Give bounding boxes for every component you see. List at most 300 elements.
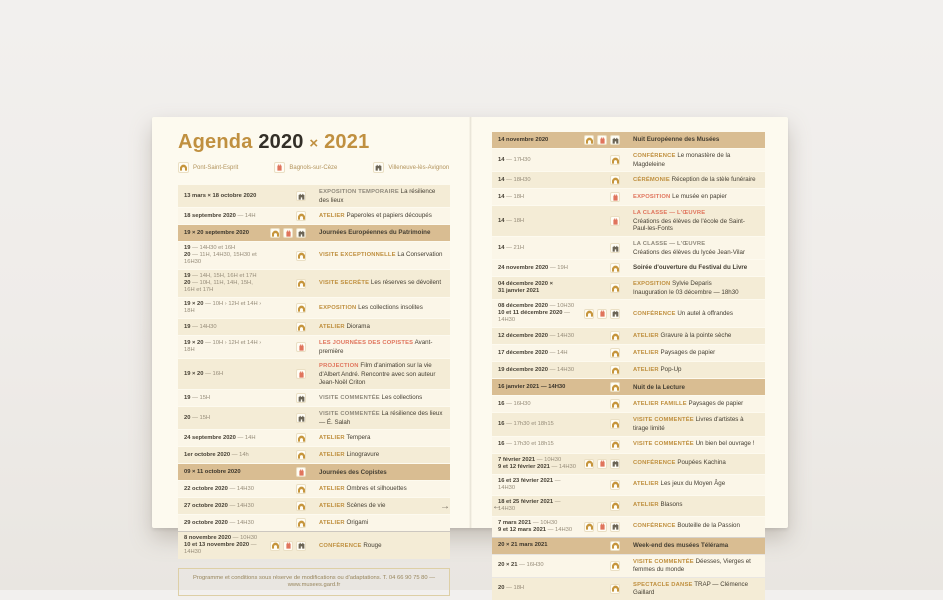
event-description [319,519,444,528]
event-category: CÉRÉMONIE [633,176,670,183]
event-date-line: 18 et 25 février 2021 — 14H30 [498,498,561,512]
event-location-icons [578,501,620,511]
event-date-line: 27 octobre 2020 — 14H30 [184,502,254,509]
event-category: ATELIER [633,367,659,374]
event-title: Nuit de la Lecture [633,383,685,391]
event-location-icons [264,279,306,289]
event-row [492,555,765,577]
event-description [319,323,444,332]
event-title: Le monastère de la Magdeleine [633,152,731,168]
event-title: Avant-première [319,339,433,355]
bridge-icon [270,228,280,238]
event-title-line [319,212,444,221]
event-description [633,193,759,202]
event-title: Les collections insolites [358,303,423,311]
event-title-line [319,542,444,551]
event-category: ATELIER [319,520,345,527]
event-date-line: 09 × 11 octobre 2020 [184,468,241,475]
event-row [178,242,450,269]
event-category: CONFÉRENCE [319,542,362,549]
event-row [492,237,765,259]
event-title: Paysages de papier [688,400,744,408]
event-row [178,336,450,358]
event-title: Paysages de papier [660,349,716,357]
event-row [178,359,450,389]
event-category: VISITE SECRÈTE [319,280,370,287]
event-description [633,152,759,168]
event-date-line: 04 décembre 2020 × [498,281,553,288]
event-title-line [633,384,759,392]
event-description [633,310,759,319]
event-row [178,498,450,514]
event-title-line [319,188,444,204]
event-title: Origami [346,519,369,527]
event-category: LES JOURNÉES DES COPISTES [319,340,414,347]
event-date [498,218,578,225]
title-separator: × [309,135,319,152]
event-title: Soirée d'ouverture du Festival du Livre [633,264,748,272]
bridge-icon [610,175,620,185]
event-title: Poupées Kachina [677,459,726,467]
event-date [184,415,264,422]
bridge-icon [296,211,306,221]
event-row [178,225,450,241]
event-title: Pop-Up [660,366,682,374]
event-title: Film d'animation sur la vie d'Albert André. Rencontre avec son auteur Jean-Noël Criton [319,362,436,386]
bridge-icon [610,155,620,165]
event-row [492,189,765,205]
event-title-line [319,251,444,260]
event-row [492,437,765,453]
event-date [184,435,264,442]
event-category: EXPOSITION [633,281,671,288]
event-date-line: 13 mars × 18 octobre 2020 [184,192,257,199]
event-description [319,542,444,551]
event-date [498,562,578,569]
event-date [498,303,578,324]
event-row [178,407,450,429]
fort-icon [296,541,306,551]
fort-icon [296,228,306,238]
event-date-line: 19 — 14H, 15H, 16H et 17H [184,273,257,280]
bridge-icon [296,279,306,289]
page-title [178,131,450,155]
event-date-line: 22 octobre 2020 — 14H30 [184,485,254,492]
event-title: Bouteille de la Passion [677,522,740,530]
event-title-line [633,480,759,489]
event-description [633,400,759,409]
event-title: TRAP — Clémence Gaillard [633,580,749,597]
event-description [633,332,759,341]
event-row [178,208,450,224]
event-description [319,362,444,386]
bridge-icon [296,450,306,460]
event-row [492,578,765,600]
bridge-icon [296,484,306,494]
location-legend [178,162,450,173]
event-title-line [633,240,759,249]
event-date [184,324,264,331]
title-year-end: 2021 [324,131,370,153]
event-location-icons [264,450,306,460]
event-date-line: 7 février 2021 — 10H30 [498,456,562,463]
event-location-icons [264,369,306,379]
event-date-line: 14 — 18H [498,193,525,200]
event-description [633,209,759,233]
event-title: Un autel à offrandes [677,309,733,317]
event-description [633,581,759,597]
event-title: Les collections [381,393,423,401]
event-description [319,188,444,204]
event-title-line [319,229,444,237]
event-category: LA CLASSE — L'ŒUVRE [633,210,706,217]
event-row [492,413,765,435]
event-title: Les réserves se dévoilent [370,279,442,287]
event-title: Les jeux du Moyen Âge [660,480,726,488]
event-description [319,339,444,355]
bridge-icon [178,162,189,173]
event-title-line [633,522,759,531]
event-description [633,280,759,296]
event-row [178,430,450,446]
event-category: ATELIER [319,503,345,510]
event-row [492,345,765,361]
event-description [319,212,444,221]
page-right [470,117,788,597]
event-category: ATELIER [633,333,659,340]
event-location-icons [578,419,620,429]
event-location-icons [578,440,620,450]
event-title-line [319,323,444,332]
bridge-icon [610,283,620,293]
event-date [184,503,264,510]
fort-icon [610,309,620,319]
event-date [184,213,264,220]
booklet-spread [152,117,788,597]
event-date-line: 8 novembre 2020 — 10H30 [184,535,258,542]
previous-page-arrow: ← [492,501,502,512]
event-title-line [319,362,444,386]
event-category: CONFÉRENCE [633,153,676,159]
event-category: VISITE COMMENTÉE [633,441,694,448]
event-row [178,390,450,406]
event-title-line [319,279,444,288]
event-title: Déesses, Vierges et femmes du monde [633,557,751,574]
event-category: EXPOSITION TEMPORAIRE [319,189,399,195]
event-date [498,520,578,534]
event-location-icons [264,501,306,511]
event-title: Scènes de vie [346,502,386,510]
event-title: Livres d'artistes à tirage limité [633,416,744,432]
fort-icon [610,522,620,532]
event-list-right [492,132,765,600]
event-description [633,176,759,185]
event-title-line [319,519,444,528]
event-description [633,366,759,375]
event-date [498,137,578,144]
event-date-line: 08 décembre 2020 — 10H30 [498,303,575,310]
legend-item-pont-saint-esprit [178,162,238,173]
event-location-icons [578,541,620,551]
event-location-icons [578,135,620,145]
event-row [492,496,765,516]
bridge-icon [610,541,620,551]
legend-item-villeneuve-les-avignon [373,162,449,173]
event-date-line: 16 et 23 février 2021 — 14H30 [498,477,561,491]
event-category: LA CLASSE — L'ŒUVRE [633,240,706,247]
event-date [184,340,264,354]
event-title-line [633,440,759,449]
event-category: ATELIER [319,452,345,459]
event-row [492,277,765,299]
event-title: Tempera [346,434,371,442]
event-date-line: 24 septembre 2020 — 14H [184,434,256,441]
event-description [319,502,444,511]
tower-icon [283,541,293,551]
event-list-left [178,185,450,559]
event-description [633,542,759,550]
event-date [498,177,578,184]
event-title-line [633,264,759,272]
event-date [498,421,578,428]
event-date [498,401,578,408]
event-title-line [633,542,759,550]
event-date-line: 19 — 14H30 [184,323,217,330]
event-date-line: 14 — 18H30 [498,176,531,183]
event-date-line: 18 septembre 2020 — 14H [184,212,256,219]
event-description [633,501,759,510]
tower-icon [597,135,607,145]
event-title-line [319,502,444,511]
event-row [178,298,450,318]
event-title: Nuit Européenne des Musées [633,136,720,144]
event-description [319,279,444,288]
event-location-icons [264,228,306,238]
tower-icon [296,342,306,352]
tower-icon [597,309,607,319]
event-date [184,520,264,527]
fort-icon [373,162,384,173]
event-date [498,350,578,357]
tower-icon [283,228,293,238]
title-word: Agenda [178,131,253,153]
event-date [498,245,578,252]
event-location-icons [578,399,620,409]
event-category: ATELIER [633,481,659,488]
event-location-icons [578,561,620,571]
event-location-icons [578,365,620,375]
event-location-icons [264,191,306,201]
legend-label: Bagnols-sur-Cèze [289,164,338,171]
tower-icon [610,216,620,226]
event-row [492,475,765,495]
event-title-line [319,339,444,355]
bridge-icon [296,322,306,332]
event-description [633,480,759,489]
event-location-icons [264,433,306,443]
tower-icon [296,369,306,379]
next-page-arrow: → [440,501,450,512]
event-date [184,245,264,266]
event-category: ATELIER [633,502,659,509]
bridge-icon [610,419,620,429]
event-title-line [633,280,759,289]
event-row [178,185,450,207]
bridge-icon [610,440,620,450]
event-date [184,301,264,315]
event-date-line: 19 — 15H [184,394,211,401]
event-location-icons [578,309,620,319]
bridge-icon [610,584,620,594]
tower-icon [597,522,607,532]
event-date-line: 17 décembre 2020 — 14H [498,349,568,356]
event-category: ATELIER [319,486,345,493]
event-date [498,457,578,471]
event-title: La Conservation [397,251,443,259]
event-date-line: 10 et 13 novembre 2020 — 14H30 [184,542,257,556]
event-date-line: 19 — 14H30 et 16H [184,245,236,252]
event-description [319,434,444,443]
bridge-icon [296,501,306,511]
legend-item-bagnols-sur-ceze [274,162,337,173]
event-date [184,193,264,200]
event-date [498,333,578,340]
fort-icon [610,135,620,145]
event-description [633,349,759,358]
event-category: ATELIER [319,323,345,330]
event-row [492,538,765,554]
page-left [152,117,470,589]
event-location-icons [578,263,620,273]
event-location-icons [578,243,620,253]
event-date [184,395,264,402]
event-location-icons [578,192,620,202]
event-title: Week-end des musées Télérama [633,541,729,549]
event-date-line: 12 décembre 2020 — 14H30 [498,332,575,339]
event-category: CONFÉRENCE [633,460,676,467]
event-row [492,172,765,188]
fort-icon [610,243,620,253]
event-description [633,440,759,449]
event-title-line [633,136,759,144]
event-description [319,229,444,237]
event-date-line: 9 et 12 février 2021 — 14H30 [498,463,576,470]
event-date [498,157,578,164]
event-description [319,410,444,426]
event-category: ATELIER [633,350,659,357]
bridge-icon [610,348,620,358]
event-row [178,319,450,335]
event-description [633,136,759,144]
event-location-icons [578,331,620,341]
event-subtitle: Créations des élèves du lycée Jean-Vilar [633,248,746,256]
event-date-line: 24 novembre 2020 — 19H [498,264,568,271]
bridge-icon [610,331,620,341]
event-title: Diorama [346,322,370,330]
event-category: VISITE EXCEPTIONNELLE [319,252,396,259]
event-subtitle: Créations des élèves de l'école de Saint-Paul-les-Fonts [633,217,745,233]
event-location-icons [578,382,620,392]
event-date-line: 16 — 17h30 et 18h15 [498,441,554,448]
event-description [319,251,444,260]
event-location-icons [578,216,620,226]
event-row [492,454,765,474]
bridge-icon [270,541,280,551]
event-date [184,452,264,459]
bridge-icon [296,518,306,528]
bridge-icon [296,303,306,313]
event-location-icons [264,322,306,332]
event-location-icons [264,303,306,313]
event-title: Journées des Copistes [319,468,387,476]
event-date-line: 29 octobre 2020 — 14H30 [184,519,254,526]
event-category: ATELIER [319,435,345,442]
bridge-icon [584,309,594,319]
event-title-line [319,410,444,426]
event-date-line: 14 — 21H [498,244,525,251]
event-category: CONFÉRENCE [633,310,676,317]
event-category: CONFÉRENCE [633,523,676,530]
event-title-line [633,581,759,597]
event-row [492,149,765,171]
event-subtitle: Inauguration le 03 décembre — 18h30 [633,288,739,296]
event-description [319,485,444,494]
event-date-line: 7 mars 2021 — 10H30 [498,519,558,526]
tower-icon [274,162,285,173]
event-date-line: 20 — 18H [498,585,525,592]
event-date [184,230,264,237]
event-title-line [633,310,759,319]
event-category: VISITE COMMENTÉE [633,417,694,424]
event-category: VISITE COMMENTÉE [319,394,380,401]
event-date-line: 20 — 15H [184,414,211,421]
event-date-line: 20 — 11H, 14H30, 15H30 et 16H30 [184,252,257,266]
event-date [184,371,264,378]
event-title-line [319,304,444,313]
event-date-line: 10 et 11 décembre 2020 — 14H30 [498,310,570,324]
event-title: Un bien bel ouvrage ! [695,440,755,448]
event-date-line: 31 janvier 2021 [498,288,540,295]
event-title-line [633,558,759,574]
event-location-icons [578,348,620,358]
event-location-icons [264,342,306,352]
event-title: Réception de la stèle funéraire [671,175,756,183]
event-title-line [633,366,759,375]
event-location-icons [578,584,620,594]
event-date-line: 20 — 10H, 11H, 14H, 15H, 16H et 17H [184,280,253,294]
event-row [178,481,450,497]
event-date [498,194,578,201]
event-date [498,478,578,492]
event-location-icons [578,522,620,532]
bridge-icon [610,399,620,409]
event-row [178,532,450,559]
event-title-line [319,451,444,460]
event-row [492,396,765,412]
event-date [498,384,578,391]
event-title: Gravure à la pointe sèche [660,332,732,340]
event-title: Journées Européennes du Patrimoine [319,229,431,237]
event-category: ATELIER [319,212,345,219]
event-date [498,585,578,592]
event-row [178,464,450,480]
event-date-line: 14 — 18H [498,217,525,224]
event-row [492,379,765,395]
event-title: Blasons [660,501,683,509]
event-date [498,367,578,374]
event-description [633,384,759,392]
event-category: ATELIER FAMILLE [633,401,687,408]
